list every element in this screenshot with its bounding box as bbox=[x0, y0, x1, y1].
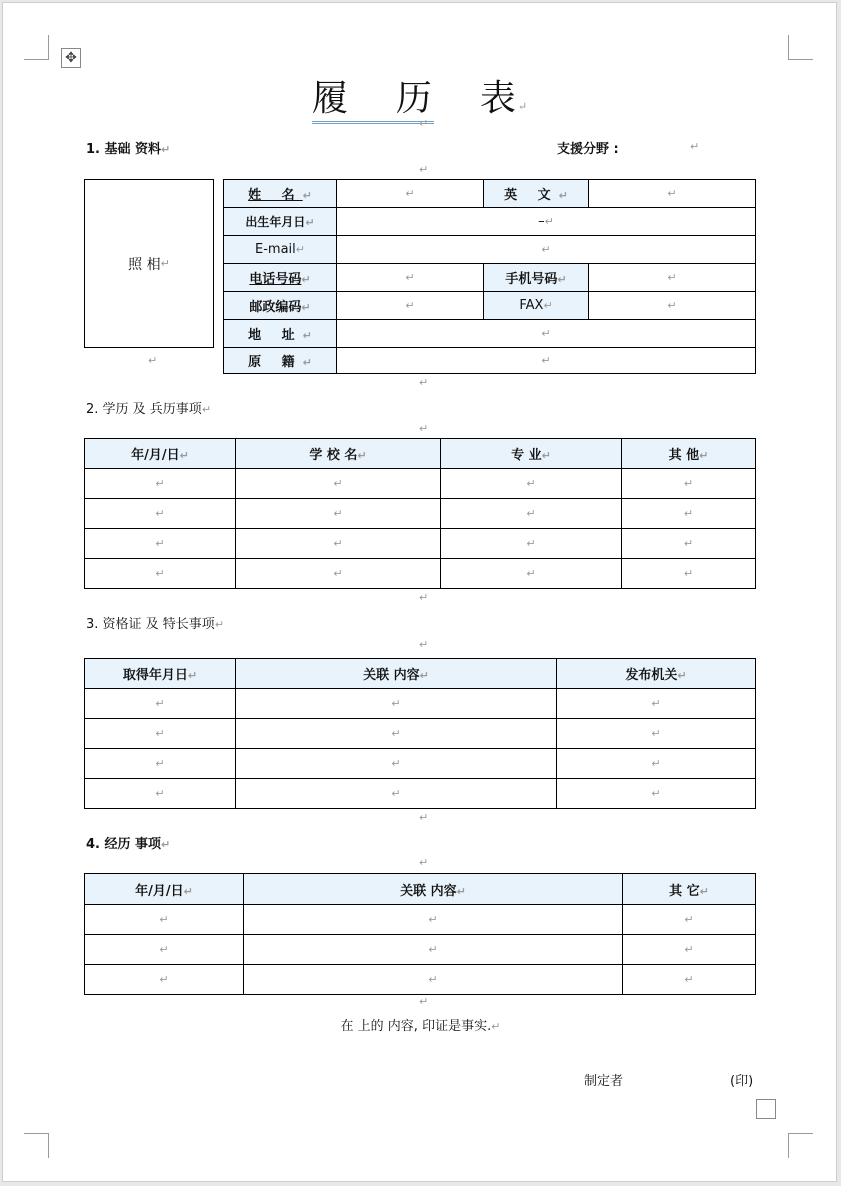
table-row: ↵ ↵ ↵ bbox=[85, 749, 756, 779]
table-row: ↵ ↵ ↵ bbox=[85, 719, 756, 749]
birth-value-cell[interactable]: –↵ bbox=[337, 208, 756, 236]
paragraph-mark: ↵ bbox=[517, 100, 530, 113]
table-row: ↵ ↵ ↵ ↵ bbox=[85, 559, 756, 589]
paragraph-mark: ↵ bbox=[419, 117, 429, 130]
english-value-cell[interactable]: ↵ bbox=[589, 180, 756, 208]
english-label: 英 文↵ bbox=[484, 180, 589, 208]
email-value-cell[interactable]: ↵ bbox=[337, 236, 756, 264]
table-row: ↵ ↵ ↵ bbox=[85, 689, 756, 719]
maker-label: 制定者 bbox=[584, 1074, 624, 1089]
birth-label: 出生年月日↵ bbox=[224, 208, 337, 236]
photo-box[interactable]: 照 相 ↵ bbox=[84, 179, 214, 348]
name-label: 姓 名↵ bbox=[224, 180, 337, 208]
paragraph-mark: ↵ bbox=[419, 376, 429, 389]
paragraph-mark: ↵ bbox=[690, 140, 700, 153]
margin-corner-top-left bbox=[24, 35, 49, 60]
paragraph-mark: ↵ bbox=[419, 163, 429, 176]
paragraph-mark: ↵ bbox=[148, 354, 158, 367]
edu-header-date: 年/月/日↵ bbox=[85, 439, 236, 469]
section1-heading: 1. 基础 资料↵ bbox=[86, 142, 171, 157]
table-row: ↵ ↵ ↵ bbox=[85, 905, 756, 935]
name-value-cell[interactable]: ↵ bbox=[337, 180, 484, 208]
phone-value-cell[interactable]: ↵ bbox=[337, 264, 484, 292]
cert-header-issuer: 发布机关↵ bbox=[557, 659, 756, 689]
table-row: ↵ ↵ ↵ bbox=[85, 935, 756, 965]
margin-corner-bottom-left bbox=[24, 1133, 49, 1158]
paragraph-mark: ↵ bbox=[419, 591, 429, 604]
section2-heading: 2. 学历 及 兵历事项↵ bbox=[86, 402, 212, 417]
education-table bbox=[84, 438, 756, 589]
phone-label: 电话号码↵ bbox=[224, 264, 337, 292]
fax-label: FAX↵ bbox=[484, 292, 589, 320]
section3-heading: 3. 资格证 及 特长事项↵ bbox=[86, 617, 225, 632]
exp-header-other: 其 它↵ bbox=[623, 874, 756, 905]
fax-value-cell[interactable]: ↵ bbox=[589, 292, 756, 320]
paragraph-mark: ↵ bbox=[419, 856, 429, 869]
paragraph-mark: ↵ bbox=[419, 638, 429, 651]
origin-value-cell[interactable]: ↵ bbox=[337, 348, 756, 374]
table-row: ↵ ↵ ↵ ↵ bbox=[85, 529, 756, 559]
title-char-2: 历 bbox=[395, 78, 434, 119]
basic-info-table bbox=[223, 179, 756, 374]
declaration-text: 在 上的 内容, 印证是事实.↵ bbox=[340, 1019, 501, 1034]
edu-header-other: 其 他↵ bbox=[622, 439, 756, 469]
table-row: ↵ ↵ ↵ ↵ bbox=[85, 499, 756, 529]
mobile-label: 手机号码↵ bbox=[484, 264, 589, 292]
email-label: E-mail↵ bbox=[224, 236, 337, 264]
cert-header-content: 关联 内容↵ bbox=[236, 659, 557, 689]
title-char-1: 履 bbox=[311, 78, 350, 119]
mobile-value-cell[interactable]: ↵ bbox=[589, 264, 756, 292]
paragraph-mark: ↵ bbox=[419, 422, 429, 435]
exp-header-date: 年/月/日↵ bbox=[85, 874, 244, 905]
edu-header-school: 学 校 名↵ bbox=[236, 439, 441, 469]
seal-label: (印) bbox=[730, 1074, 754, 1089]
edu-header-major: 专 业↵ bbox=[441, 439, 622, 469]
paragraph-mark: ↵ bbox=[419, 811, 429, 824]
zip-label: 邮政编码↵ bbox=[224, 292, 337, 320]
photo-label: 照 相 bbox=[128, 256, 161, 273]
margin-corner-bottom-right bbox=[788, 1133, 813, 1158]
origin-label: 原 籍↵ bbox=[224, 348, 337, 374]
experience-table bbox=[84, 873, 756, 995]
exp-header-content: 关联 内容↵ bbox=[244, 874, 623, 905]
section4-heading: 4. 经历 事项↵ bbox=[86, 837, 171, 852]
paragraph-mark: ↵ bbox=[419, 995, 429, 1008]
document-title bbox=[0, 70, 841, 121]
table-move-handle-icon[interactable]: ✥ bbox=[61, 48, 81, 68]
certificate-table bbox=[84, 658, 756, 809]
table-row: ↵ ↵ ↵ bbox=[85, 779, 756, 809]
table-row: ↵ ↵ ↵ bbox=[85, 965, 756, 995]
margin-corner-top-right bbox=[788, 35, 813, 60]
address-label: 地 址↵ bbox=[224, 320, 337, 348]
cert-header-date: 取得年月日↵ bbox=[85, 659, 236, 689]
zip-value-cell[interactable]: ↵ bbox=[337, 292, 484, 320]
table-row: ↵ ↵ ↵ ↵ bbox=[85, 469, 756, 499]
birth-value: – bbox=[538, 214, 545, 229]
resize-handle-icon[interactable] bbox=[756, 1099, 776, 1119]
address-value-cell[interactable]: ↵ bbox=[337, 320, 756, 348]
title-char-3: 表 bbox=[479, 78, 518, 119]
support-field-label: 支援分野 : bbox=[557, 142, 619, 157]
